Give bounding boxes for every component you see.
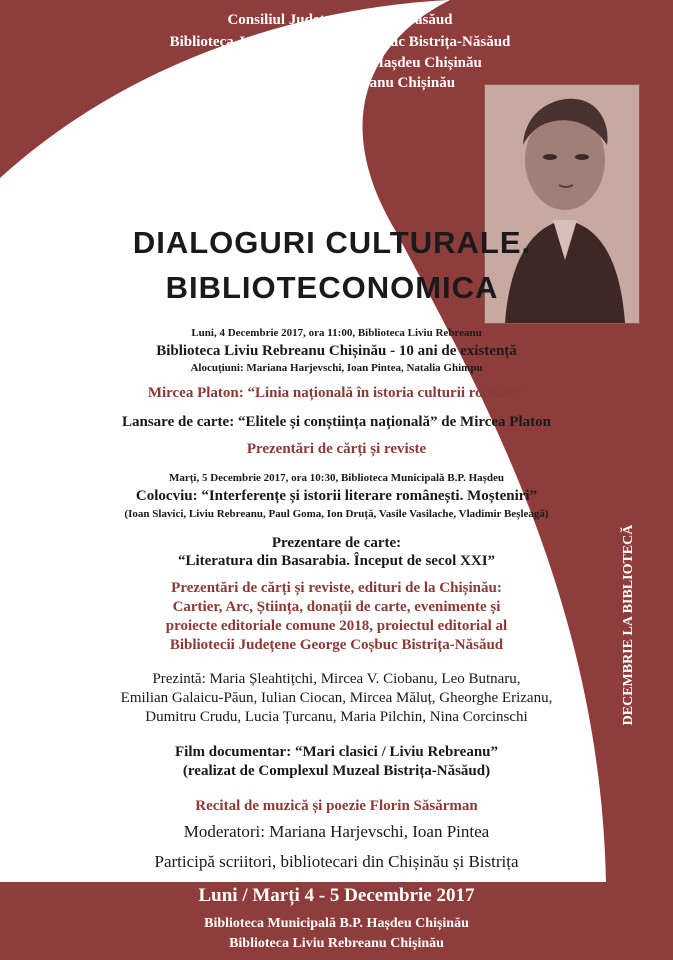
side-label-vertical	[606, 485, 652, 765]
footer-dates: Luni / Marți 4 - 5 Decembrie 2017	[198, 885, 475, 906]
footer-venue-2: Biblioteca Liviu Rebreanu Chișinău	[229, 936, 444, 951]
day2-datetime: Marți, 5 Decembrie 2017, ora 10:30, Biblioteca Municipală B.P. Hașdeu	[168, 472, 505, 484]
title-line-2: BIBLIOTECONOMICA	[165, 270, 499, 305]
header-line-county-council: Consiliul Județean Bistrița-Năsăud	[227, 12, 453, 28]
footer-band	[0, 882, 673, 960]
day2-film-line-1: Film documentar: “Mari clasici / Liviu Rebreanu”	[174, 744, 499, 760]
day2-book-presentation-label: Prezentare de carte:	[271, 535, 402, 551]
footer-venue-1: Biblioteca Municipală B.P. Hașdeu Chișinău	[204, 916, 469, 931]
day2-colloquium: Colocviu: “Interferențe și istorii literare românești. Moșteniri”	[135, 488, 538, 504]
header-line-rebreanu-library: Biblioteca Liviu Rebreanu Chișinău	[224, 75, 456, 91]
day1-book-launch: Lansare de carte: “Elitele și conștiința națională” de Mircea Platon	[122, 414, 551, 430]
day1-lecture: Mircea Platon: “Linia națională în istoria culturii române”	[147, 385, 526, 401]
day2-moderators: Moderatori: Mariana Harjevschi, Ioan Pintea	[183, 822, 490, 841]
day1-datetime: Luni, 4 Decembrie 2017, ora 11:00, Biblioteca Liviu Rebreanu	[191, 327, 482, 339]
title-line-1: DIALOGURI CULTURALE.	[132, 225, 532, 260]
day2-recital: Recital de muzică și poezie Florin Săsărman	[195, 798, 478, 814]
day1-anniversary: Biblioteca Liviu Rebreanu Chișinău - 10 ani de existență	[156, 343, 517, 359]
day2-publishers-line-1: Prezentări de cărți și reviste, edituri de la Chișinău:	[171, 580, 502, 596]
day2-publishers-line-2: Cartier, Arc, Știința, donații de carte, evenimente și	[172, 599, 501, 615]
day1-speeches: Alocuțiuni: Mariana Harjevschi, Ioan Pintea, Natalia Ghimpu	[190, 362, 483, 374]
day2-participants: Participă scriitori, bibliotecari din Chișinău și Bistrița	[154, 852, 519, 871]
day2-book-presentation-title: “Literatura din Basarabia. Început de secol XXI”	[177, 553, 496, 569]
day2-publishers-line-4: Bibliotecii Județene George Coșbuc Bistrița-Năsăud	[169, 637, 504, 653]
day2-presenters-line-3: Dumitru Crudu, Lucia Țurcanu, Maria Pilchin, Nina Corcinschi	[145, 709, 528, 725]
day1-presentations: Prezentări de cărți și reviste	[246, 441, 427, 457]
header-line-municipal-library: Biblioteca Municipală B.P. Hașdeu Chișinău	[198, 55, 482, 71]
day2-authors: (Ioan Slavici, Liviu Rebreanu, Paul Goma, Ion Druță, Vasile Vasilache, Vladimir Beșleagă)	[124, 508, 549, 520]
day2-presenters-line-2: Emilian Galaicu-Păun, Iulian Ciocan, Mircea Măluț, Gheorghe Erizanu,	[120, 690, 553, 706]
day2-presenters-line-1: Prezintă: Maria Șleahtițchi, Mircea V. Ciobanu, Leo Butnaru,	[152, 671, 521, 687]
side-label-text: DECEMBRIE LA BIBLIOTECĂ	[621, 524, 636, 726]
day2-publishers-line-3: proiecte editoriale comune 2018, proiectul editorial al	[165, 618, 508, 634]
header-line-county-library: Biblioteca Județeană George Coșbuc Bistrița-Năsăud	[169, 34, 511, 50]
day2-film-line-2: (realizat de Complexul Muzeal Bistrița-Năsăud)	[182, 763, 491, 779]
